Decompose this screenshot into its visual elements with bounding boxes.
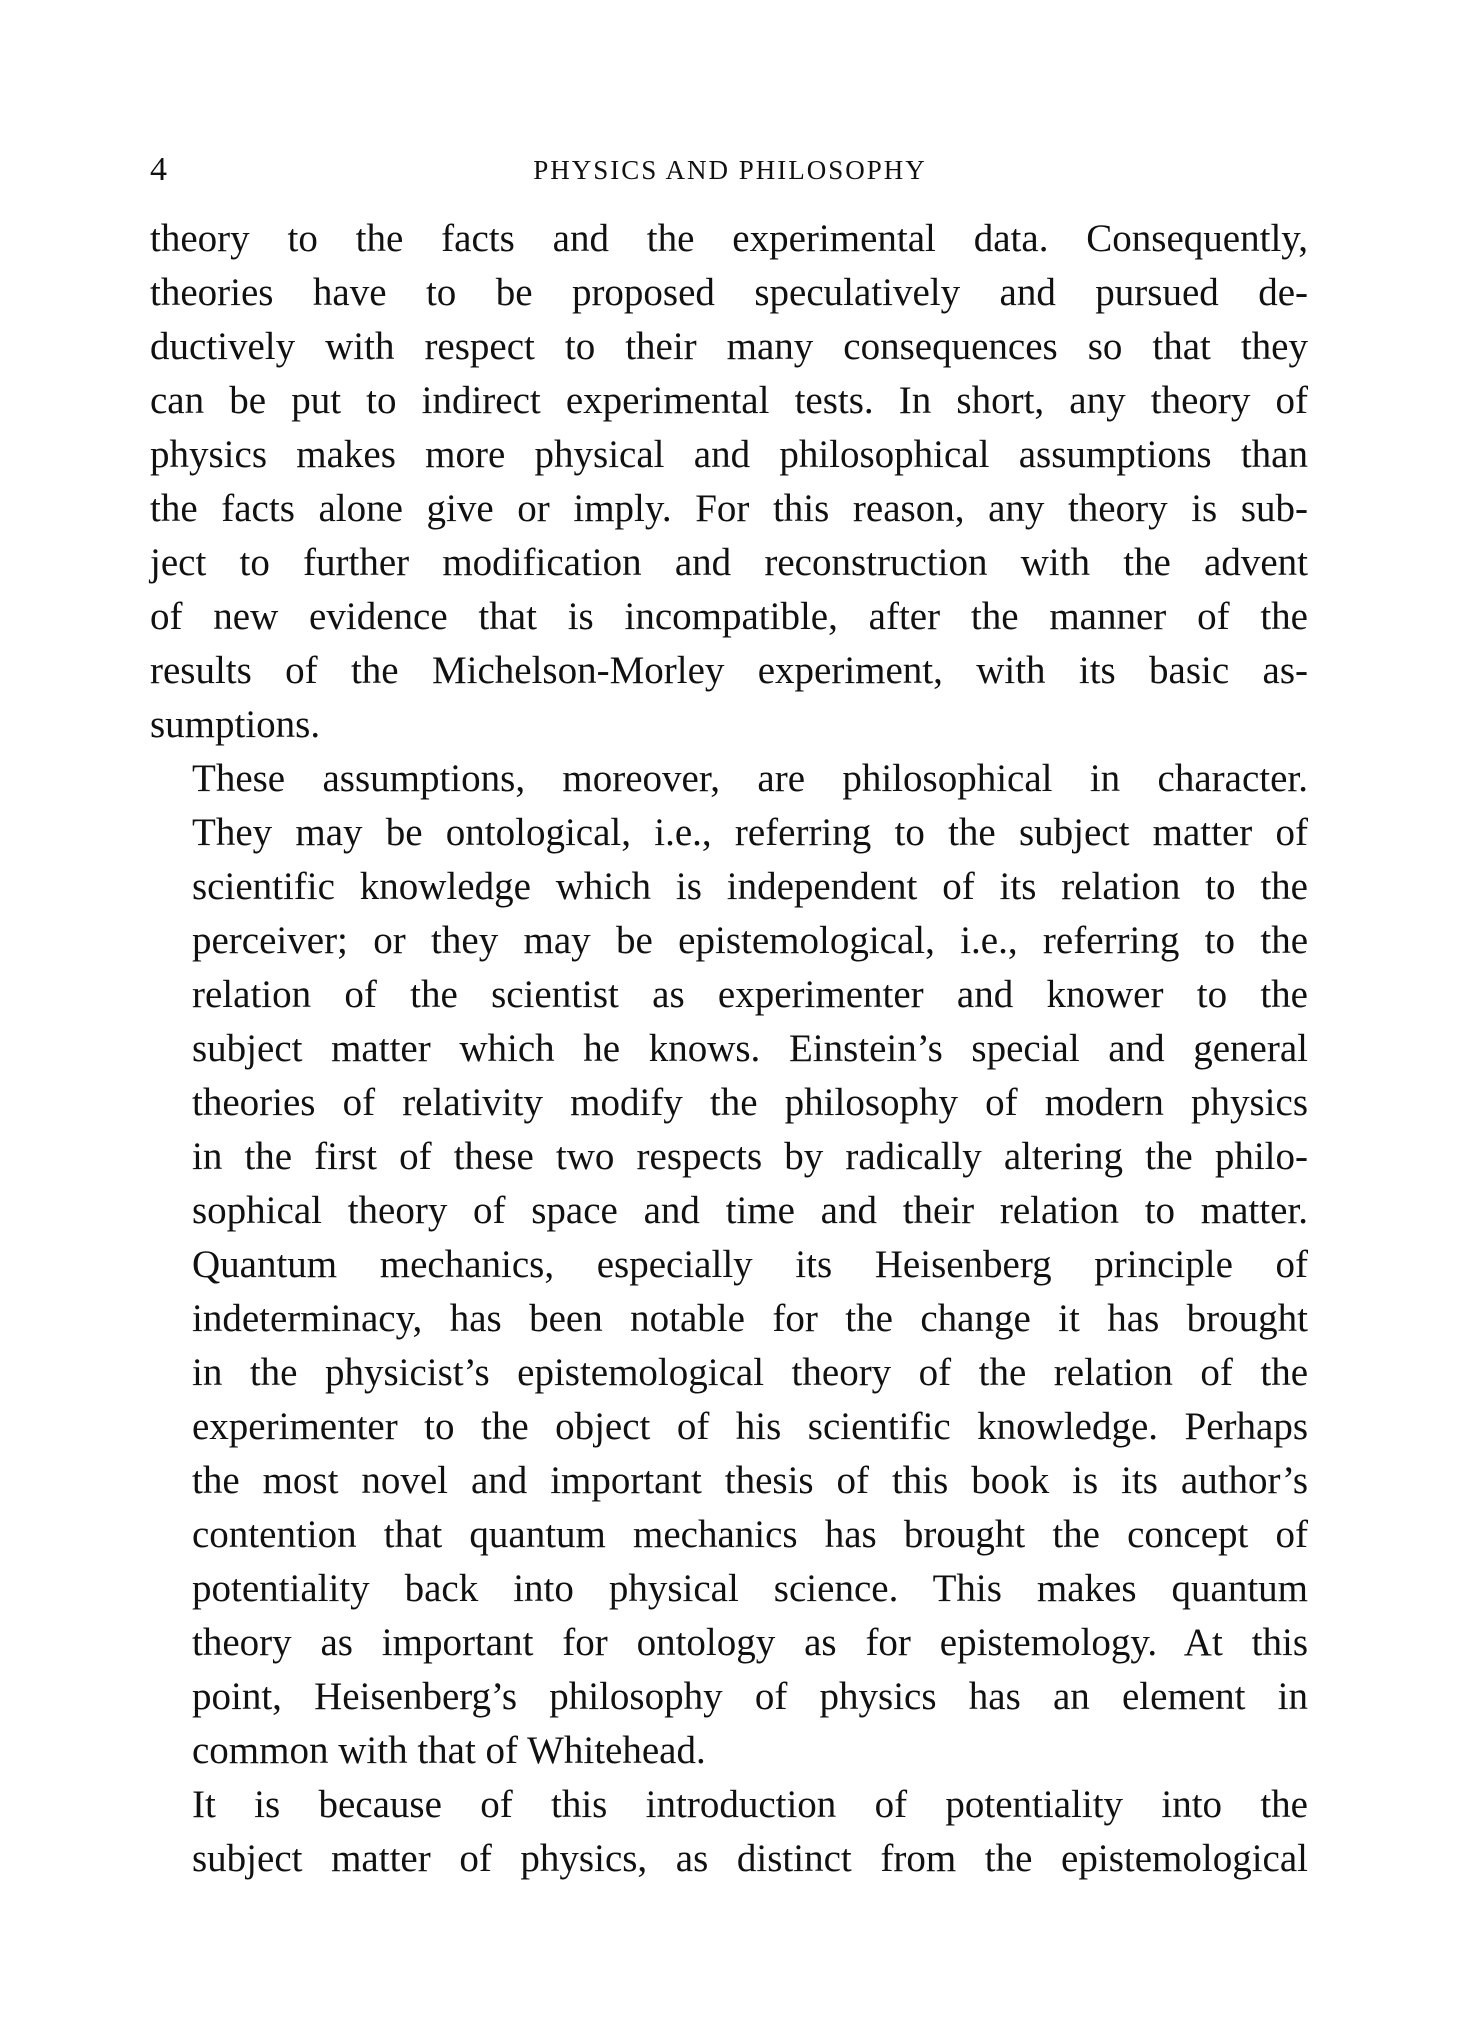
text-line: theories have to be proposed speculatively and pursued de- [150, 271, 1308, 314]
text-line: They may be ontological, i.e., referring to the subject matter of [192, 811, 1308, 854]
paragraph [150, 752, 1308, 1778]
text-line: the facts alone give or imply. For this reason, any theory is sub- [150, 487, 1308, 530]
text-line: sumptions. [150, 703, 321, 746]
text-line: the most novel and important thesis of this book is its author’s [192, 1459, 1308, 1502]
body-text [150, 212, 1308, 1886]
text-line: in the physicist’s epistemological theory of the relation of the [192, 1351, 1308, 1394]
text-line: scientific knowledge which is independent of its relation to the [192, 865, 1308, 908]
text-line: theory to the facts and the experimental data. Consequently, [150, 217, 1308, 260]
text-line: experimenter to the object of his scientific knowledge. Perhaps [192, 1405, 1308, 1448]
text-line: indeterminacy, has been notable for the change it has brought [192, 1297, 1308, 1340]
text-line: perceiver; or they may be epistemological, i.e., referring to the [192, 919, 1308, 962]
text-line: sophical theory of space and time and their relation to matter. [192, 1189, 1308, 1232]
text-line: subject matter of physics, as distinct from the epistemological [192, 1837, 1308, 1880]
paragraph [150, 1778, 1308, 1886]
text-line: Quantum mechanics, especially its Heisenberg principle of [192, 1243, 1308, 1286]
text-line: It is because of this introduction of potentiality into the [192, 1783, 1308, 1826]
text-line: relation of the scientist as experimenter and knower to the [192, 973, 1308, 1016]
text-line: theory as important for ontology as for epistemology. At this [192, 1621, 1308, 1664]
running-title: PHYSICS AND PHILOSOPHY [533, 155, 927, 185]
text-line: theories of relativity modify the philosophy of modern physics [192, 1081, 1308, 1124]
text-line: point, Heisenberg’s philosophy of physics has an element in [192, 1675, 1308, 1718]
text-line: common with that of Whitehead. [192, 1729, 706, 1772]
running-head [150, 148, 1310, 192]
text-line: ductively with respect to their many consequences so that they [150, 325, 1308, 368]
paragraph [150, 212, 1308, 752]
text-line: These assumptions, moreover, are philosophical in character. [192, 757, 1308, 800]
text-line: of new evidence that is incompatible, after the manner of the [150, 595, 1308, 638]
text-line: can be put to indirect experimental tests. In short, any theory of [150, 379, 1308, 422]
page-number: 4 [150, 151, 167, 188]
text-line: ject to further modification and reconstruction with the advent [150, 541, 1308, 584]
text-line: in the first of these two respects by radically altering the philo- [192, 1135, 1308, 1178]
text-line: potentiality back into physical science. This makes quantum [192, 1567, 1308, 1610]
text-line: physics makes more physical and philosophical assumptions than [150, 433, 1308, 476]
text-line: contention that quantum mechanics has brought the concept of [192, 1513, 1308, 1556]
text-line: subject matter which he knows. Einstein’s special and general [192, 1027, 1308, 1070]
text-line: results of the Michelson-Morley experiment, with its basic as- [150, 649, 1308, 692]
